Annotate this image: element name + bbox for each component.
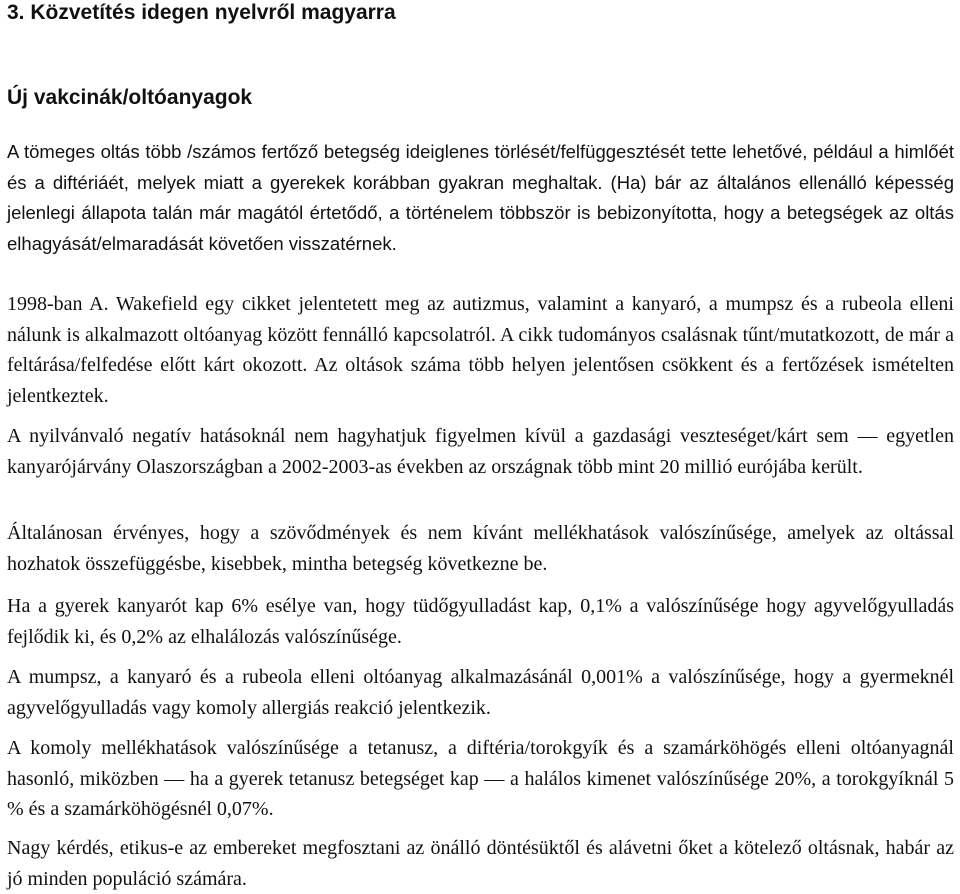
paragraph-1: A tömeges oltás több /számos fertőző betegség ideiglenes törlését/felfüggesztését tette lehetővé, például a himlőét és a diftériáét, melyek miatt a gyerekek korábban gyakran meghaltak. (Ha) bár az általános ellenálló képesség jelenlegi állapota talán már magától értetődő, a történelem többször is bebizonyította, hogy a betegségek az oltás elhagyását/elmaradását követően visszatérnek. [7,141,954,254]
paragraph-8: Nagy kérdés, etikus-e az embereket megfosztani az önálló döntésüktől és alávetni őket a kötelező oltásnak, habár az jó minden populáció számára. [7,837,954,890]
paragraph-7: A komoly mellékhatások valószínűsége a tetanusz, a diftéria/torokgyík és a szamárköhögés elleni oltóanyagnál hasonló, miközben — ha a gyerek tetanusz betegséget kap — a halálos kimenet valószínűsége 20%, a torokgyíknál 5 % és a szamárköhögésnél 0,07%. [7,737,954,820]
paragraph-4: Általánosan érvényes, hogy a szövődmények és nem kívánt mellékhatások valószínűsége, amelyek az oltással hozhatok összefüggésbe, kisebbek, mintha betegség következne be. [7,522,954,575]
paragraph-5: Ha a gyerek kanyarót kap 6% esélye van, hogy tüdőgyulladást kap, 0,1% a valószínűsége hogy agyvelőgyulladás fejlődik ki, és 0,2% az elhalálozás valószínűsége. [7,595,954,648]
paragraph-3: A nyilvánvaló negatív hatásoknál nem hagyhatjuk figyelmen kívül a gazdasági veszteséget/kárt sem — egyetlen kanyarójárvány Olaszországban a 2002-2003-as években az országnak több mint 20 millió eurójába került. [7,425,954,478]
section-subtitle: Új vakcinák/oltóanyagok [7,86,253,109]
section-heading: 3. Közvetítés idegen nyelvről magyarra [7,1,396,24]
paragraph-2: 1998-ban A. Wakefield egy cikket jelentetett meg az autizmus, valamint a kanyaró, a mumpsz és a rubeola elleni nálunk is alkalmazott oltóanyag között fennálló kapcsolatról. A cikk tudományos csalásnak tűnt/mutatkozott, de már a feltárása/felfedése előtt kárt okozott. Az oltások száma több helyen jelentősen csökkent és a fertőzések ismételten jelentkeztek. [7,293,954,407]
paragraph-6: A mumpsz, a kanyaró és a rubeola elleni oltóanyag alkalmazásánál 0,001% a valószínűsége, hogy a gyermeknél agyvelőgyulladás vagy komoly allergiás reakció jelentkezik. [7,666,954,719]
